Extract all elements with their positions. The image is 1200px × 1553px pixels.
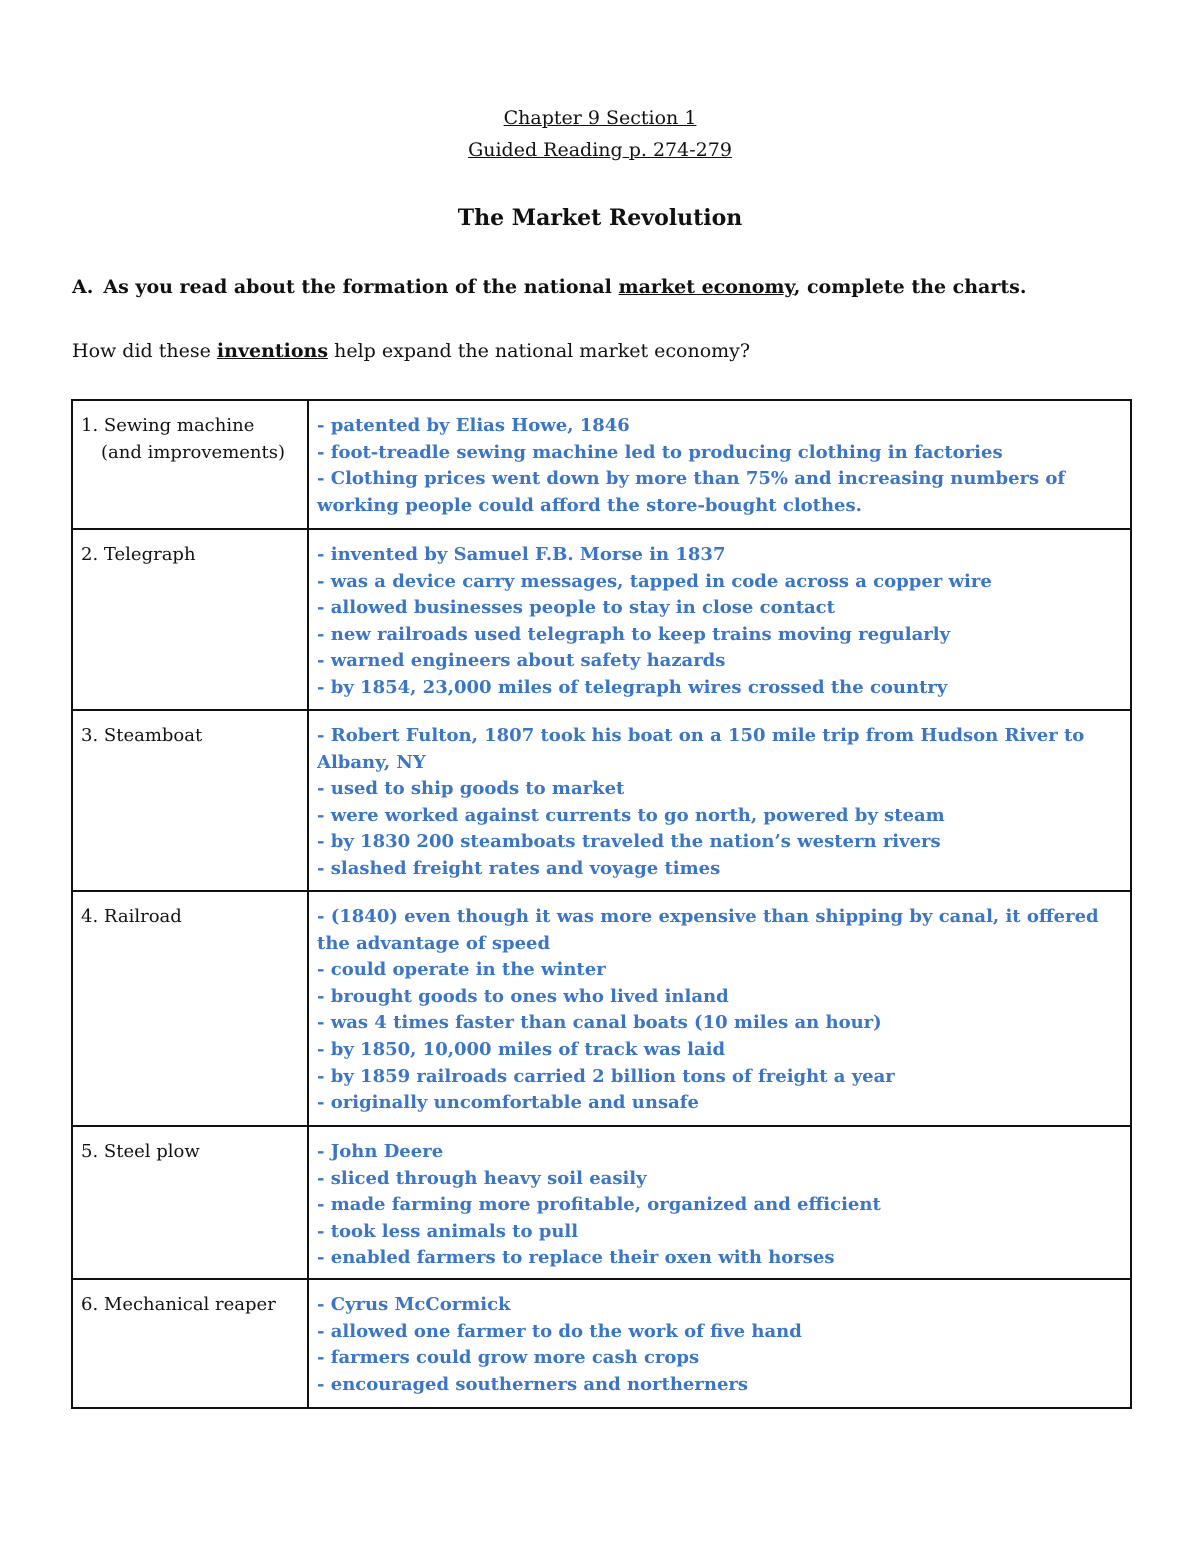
answer-cell — [308, 1126, 1131, 1279]
table-row — [72, 400, 1131, 529]
answer-note: - by 1850, 10,000 miles of track was laid — [317, 1038, 726, 1060]
instruction-text-before: As you read about the formation of the national — [103, 276, 619, 298]
table-row — [72, 710, 1131, 891]
guided-reading-heading: Guided Reading p. 274-279 — [468, 139, 732, 161]
answer-cell — [308, 529, 1131, 710]
invention-label-cell — [72, 1279, 308, 1408]
answer-cell — [308, 710, 1131, 891]
answer-note: - invented by Samuel F.B. Morse in 1837 — [317, 544, 726, 565]
invention-label-cell — [72, 1126, 308, 1279]
invention-label-sub: (and improvements) — [101, 441, 286, 463]
question-text-before: How did these — [72, 340, 217, 362]
invention-label: 4. Railroad — [81, 906, 182, 927]
invention-label: 3. Steamboat — [81, 725, 203, 746]
answer-note: - allowed businesses people to stay in close contact — [317, 597, 835, 619]
question-term: inventions — [216, 340, 329, 362]
answer-cell — [308, 1279, 1131, 1408]
question-text-after: help expand the national market economy? — [328, 340, 751, 362]
answer-note: - allowed one farmer to do the work of five hand — [317, 1320, 802, 1342]
answer-note: - slashed freight rates and voyage times — [317, 857, 721, 879]
answer-note: - new railroads used telegraph to keep trains moving regularly — [317, 623, 951, 645]
answer-note: - was 4 times faster than canal boats (10 miles an hour) — [317, 1012, 882, 1034]
answer-note: - used to ship goods to market — [317, 778, 625, 800]
answer-note: - Robert Fulton, 1807 took his boat on a 150 mile trip from Hudson River to Albany, NY — [317, 725, 1085, 773]
instruction — [72, 274, 1152, 300]
answer-note: - took less animals to pull — [317, 1220, 579, 1242]
invention-label-cell — [72, 529, 308, 710]
table-row — [72, 529, 1131, 710]
answer-cell — [308, 400, 1131, 529]
answer-note: - farmers could grow more cash crops — [317, 1347, 700, 1369]
table-row — [72, 891, 1131, 1126]
answer-note: - sliced through heavy soil easily — [317, 1167, 647, 1189]
invention-label: 1. Sewing machine — [81, 415, 255, 436]
invention-label-cell — [72, 710, 308, 891]
instruction-term: market economy — [618, 276, 794, 298]
instruction-text-after: , complete the charts. — [793, 276, 1027, 298]
answer-cell — [308, 891, 1131, 1126]
page-title: The Market Revolution — [457, 205, 743, 231]
answer-note: - were worked against currents to go north, powered by steam — [317, 804, 945, 826]
table-row — [72, 1279, 1131, 1408]
answer-note: - could operate in the winter — [317, 959, 606, 981]
answer-note: - made farming more profitable, organized and efficient — [317, 1194, 881, 1216]
answer-note: - Cyrus McCormick — [317, 1294, 511, 1315]
answer-note: - by 1854, 23,000 miles of telegraph wires crossed the country — [317, 676, 948, 698]
instruction-letter: A. — [72, 276, 94, 298]
invention-label: 5. Steel plow — [81, 1141, 200, 1162]
invention-label: 2. Telegraph — [81, 544, 196, 565]
invention-label-cell — [72, 891, 308, 1126]
answer-note: - warned engineers about safety hazards — [317, 650, 726, 672]
answer-note: - Clothing prices went down by more than 75% and increasing numbers of working people could afford the store-bought clothes. — [317, 468, 1066, 516]
answer-note: - encouraged southerners and northerners — [317, 1373, 749, 1395]
table-row — [72, 1126, 1131, 1279]
invention-label: 6. Mechanical reaper — [81, 1294, 276, 1315]
answer-note: - by 1830 200 steamboats traveled the nation’s western rivers — [317, 831, 941, 853]
answer-note: - was a device carry messages, tapped in code across a copper wire — [317, 570, 992, 592]
answer-note: - by 1859 railroads carried 2 billion tons of freight a year — [317, 1065, 895, 1087]
invention-label-cell — [72, 400, 308, 529]
answer-note: - patented by Elias Howe, 1846 — [317, 415, 630, 436]
question — [72, 338, 1152, 364]
answer-note: - (1840) even though it was more expensive than shipping by canal, it offered the advantage of speed — [317, 906, 1099, 954]
answer-note: - originally uncomfortable and unsafe — [317, 1092, 699, 1114]
answer-note: - enabled farmers to replace their oxen with horses — [317, 1247, 835, 1269]
answer-note: - foot-treadle sewing machine led to producing clothing in factories — [317, 441, 1003, 463]
chapter-heading: Chapter 9 Section 1 — [503, 107, 697, 129]
inventions-chart — [71, 399, 1132, 1409]
answer-note: - John Deere — [317, 1141, 444, 1162]
answer-note: - brought goods to ones who lived inland — [317, 985, 729, 1007]
